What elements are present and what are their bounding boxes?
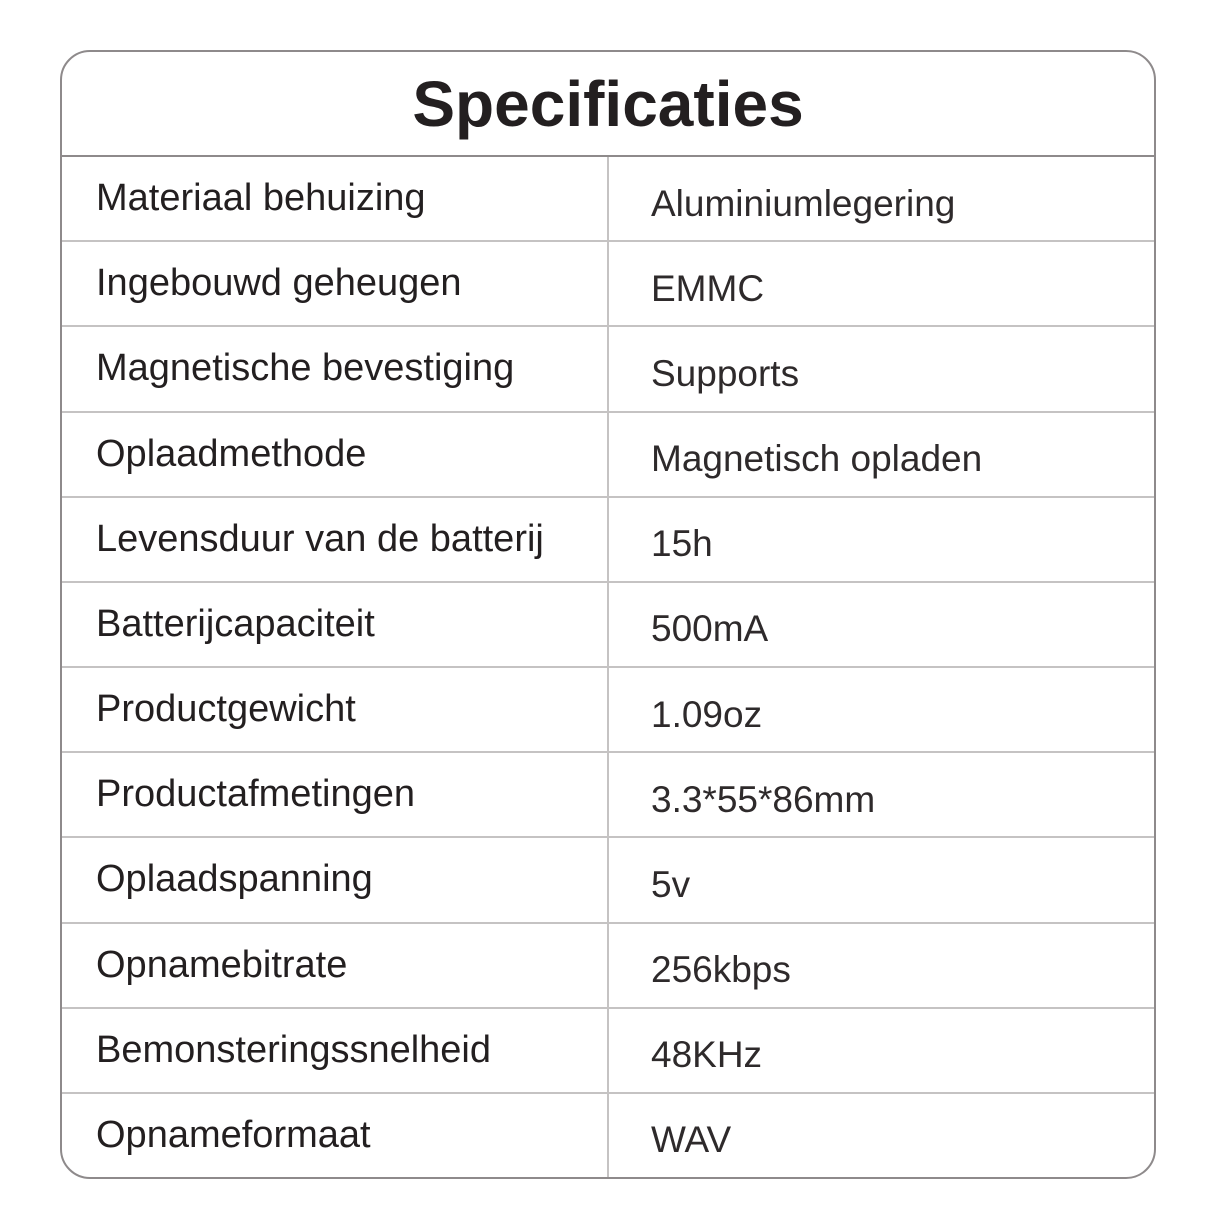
page-title: Specificaties [62,52,1154,157]
spec-value-cell [609,1009,1154,1092]
spec-label: Levensduur van de batterij [62,498,609,581]
table-row [62,751,1154,836]
table-row [62,157,1154,240]
specifications-table [62,157,1154,1177]
spec-label: Oplaadspanning [62,838,609,921]
spec-label: Ingebouwd geheugen [62,242,609,325]
table-row [62,922,1154,1007]
spec-value-cell [609,157,1154,240]
spec-value: 256kbps [651,949,791,991]
spec-value: 1.09oz [651,693,763,735]
spec-value: Aluminiumlegering [651,182,956,224]
specifications-card [60,50,1156,1179]
spec-label: Bemonsteringssnelheid [62,1009,609,1092]
spec-label: Productgewicht [62,668,609,751]
table-row [62,1092,1154,1177]
spec-value: 48KHz [651,1034,763,1076]
spec-value-cell [609,242,1154,325]
spec-value: EMMC [651,267,765,309]
spec-value: 500mA [651,608,769,650]
table-row [62,240,1154,325]
spec-label: Productafmetingen [62,753,609,836]
spec-label: Batterijcapaciteit [62,583,609,666]
spec-value-cell [609,753,1154,836]
spec-value-cell [609,838,1154,921]
spec-value: Magnetisch opladen [651,438,983,480]
spec-value-cell [609,413,1154,496]
spec-value-cell [609,498,1154,581]
table-row [62,1007,1154,1092]
spec-value-cell [609,668,1154,751]
spec-value: 5v [651,863,691,905]
spec-value-cell [609,583,1154,666]
spec-label: Oplaadmethode [62,413,609,496]
spec-value: WAV [651,1119,732,1161]
table-row [62,325,1154,410]
spec-value-cell [609,327,1154,410]
spec-value: 15h [651,523,713,565]
spec-label: Opnamebitrate [62,924,609,1007]
spec-value-cell [609,924,1154,1007]
spec-label: Magnetische bevestiging [62,327,609,410]
table-row [62,666,1154,751]
table-row [62,411,1154,496]
spec-value: 3.3*55*86mm [651,778,876,820]
spec-value-cell [609,1094,1154,1177]
spec-label: Opnameformaat [62,1094,609,1177]
table-row [62,581,1154,666]
spec-label: Materiaal behuizing [62,157,609,240]
spec-value: Supports [651,352,800,394]
table-row [62,836,1154,921]
table-row [62,496,1154,581]
